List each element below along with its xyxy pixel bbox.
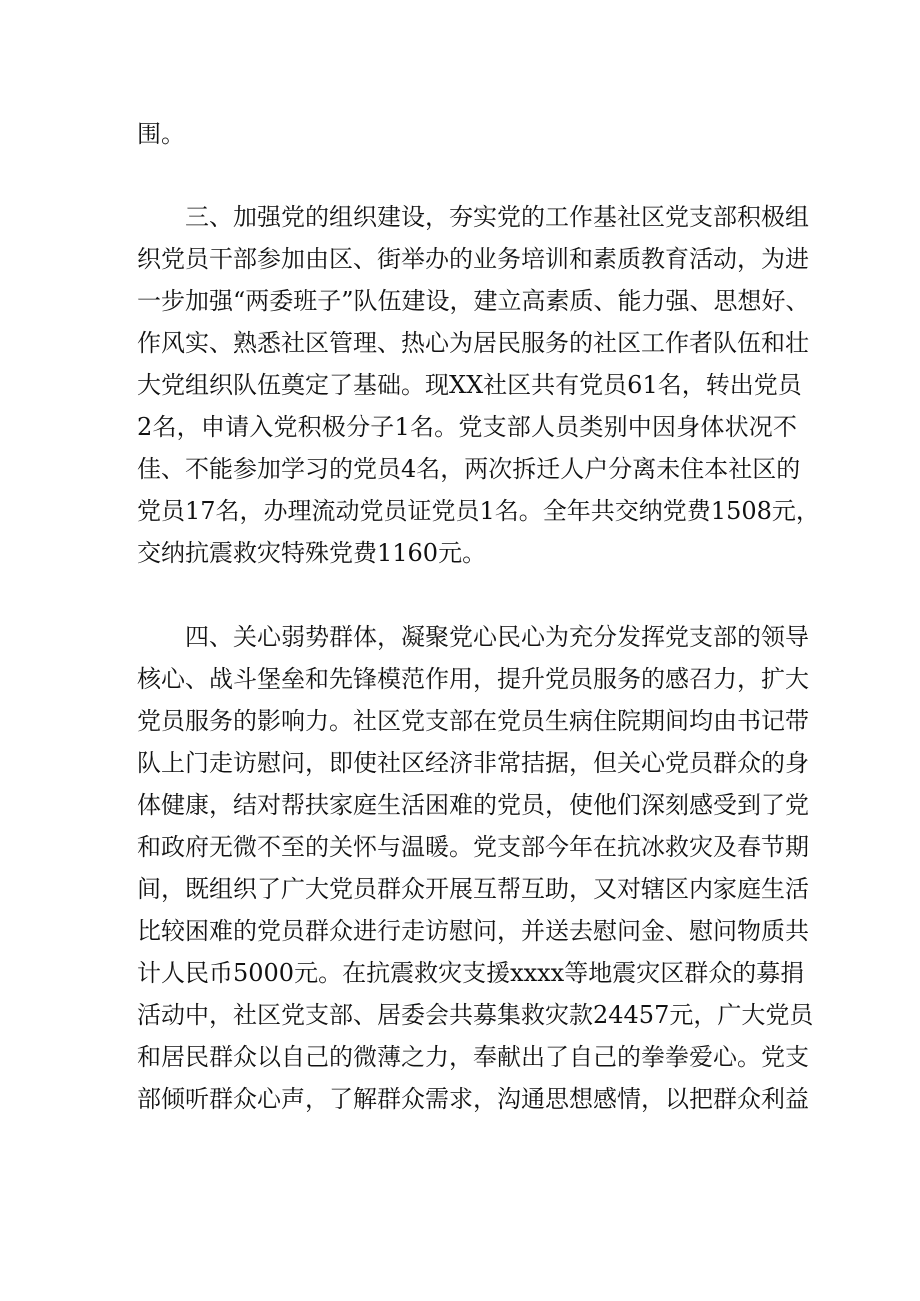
text-line: 队上门走访慰问，即使社区经济非常拮据，但关心党员群众的身	[137, 749, 809, 777]
text-line: 核心、战斗堡垒和先锋模范作用，提升党员服务的感召力，扩大	[137, 665, 809, 693]
text-line: 围。	[137, 120, 185, 148]
text-line: 党员服务的影响力。社区党支部在党员生病住院期间均由书记带	[137, 707, 809, 735]
text-line: 活动中，社区党支部、居委会共募集救灾款24457元，广大党员	[137, 1001, 814, 1029]
text-line: 交纳抗震救灾特殊党费1160元。	[137, 539, 487, 567]
text-line: 体健康，结对帮扶家庭生活困难的党员，使他们深刻感受到了党	[137, 791, 809, 819]
text-line: 织党员干部参加由区、街举办的业务培训和素质教育活动，为进	[137, 245, 809, 273]
text-line: 计人民币5000元。在抗震救灾支援xxxx等地震灾区群众的募捐	[137, 959, 805, 987]
text-line: 党员17名，办理流动党员证党员1名。全年共交纳党费1508元，	[137, 497, 820, 525]
text-line: 四、关心弱势群体，凝聚党心民心为充分发挥党支部的领导	[185, 623, 809, 651]
text-line: 和居民群众以自己的微薄之力，奉献出了自己的拳拳爱心。党支	[137, 1043, 809, 1071]
text-line: 大党组织队伍奠定了基础。现XX社区共有党员61名，转出党员	[137, 371, 802, 399]
text-line: 作风实、熟悉社区管理、热心为居民服务的社区工作者队伍和壮	[137, 329, 809, 357]
text-line: 三、加强党的组织建设，夯实党的工作基社区党支部积极组	[185, 203, 809, 231]
text-line: 比较困难的党员群众进行走访慰问，并送去慰问金、慰问物质共	[137, 917, 809, 945]
text-line: 间，既组织了广大党员群众开展互帮互助，又对辖区内家庭生活	[137, 875, 809, 903]
text-line: 和政府无微不至的关怀与温暖。党支部今年在抗冰救灾及春节期	[137, 833, 809, 861]
text-line: 2名，申请入党积极分子1名。党支部人员类别中因身体状况不	[137, 413, 797, 441]
text-line: 佳、不能参加学习的党员4名，两次拆迁人户分离未住本社区的	[137, 455, 801, 483]
text-line: 一步加强“两委班子”队伍建设，建立高素质、能力强、思想好、	[137, 287, 810, 315]
text-line: 部倾听群众心声，了解群众需求，沟通思想感情，以把群众利益	[137, 1085, 809, 1113]
